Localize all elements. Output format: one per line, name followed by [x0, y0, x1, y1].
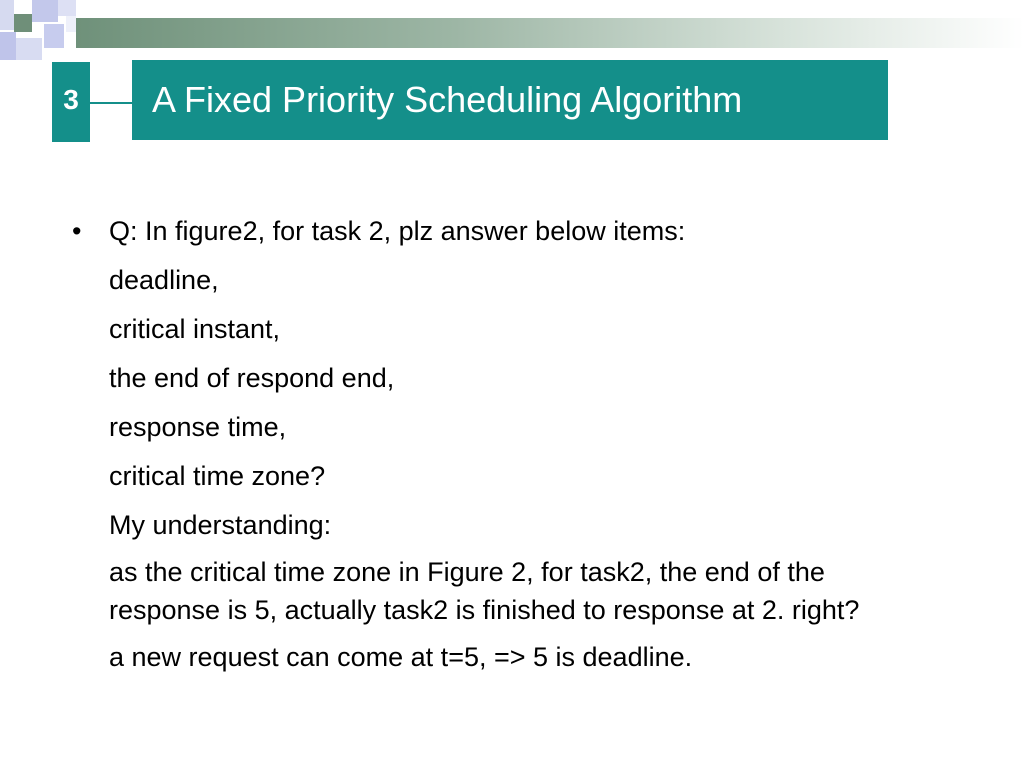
item-line: critical time zone? — [109, 461, 326, 491]
deco-square — [58, 0, 76, 16]
deco-square — [66, 16, 76, 32]
question-text: Q: In figure2, for task 2, plz answer below items: — [109, 216, 686, 246]
deco-square — [32, 0, 58, 22]
header-gradient-bar — [76, 18, 1024, 48]
slide-title: A Fixed Priority Scheduling Algorithm — [152, 79, 743, 120]
slide-number-box — [52, 62, 90, 142]
deco-square — [14, 14, 32, 32]
item-line: deadline, — [109, 265, 219, 295]
deco-square — [0, 32, 16, 60]
item-line: response time, — [109, 412, 287, 442]
slide-number: 3 — [63, 84, 79, 115]
title-connector-line — [90, 102, 132, 104]
item-line: My understanding: — [109, 510, 332, 540]
bullet-marker: • — [72, 216, 82, 246]
item-line: the end of respond end, — [109, 363, 395, 393]
deco-square — [16, 38, 42, 60]
answer-paragraph: as the critical time zone in Figure 2, for task2, the end of the response is 5, actually task2 is finished to response at 2. right? — [109, 557, 860, 625]
deco-square — [0, 0, 14, 30]
item-line: critical instant, — [109, 314, 281, 344]
slide-body — [72, 210, 952, 678]
slide-title-box — [132, 60, 888, 140]
question-bullet — [72, 210, 952, 252]
item-line-last: a new request can come at t=5, => 5 is deadline. — [109, 642, 693, 672]
deco-square — [44, 24, 64, 48]
